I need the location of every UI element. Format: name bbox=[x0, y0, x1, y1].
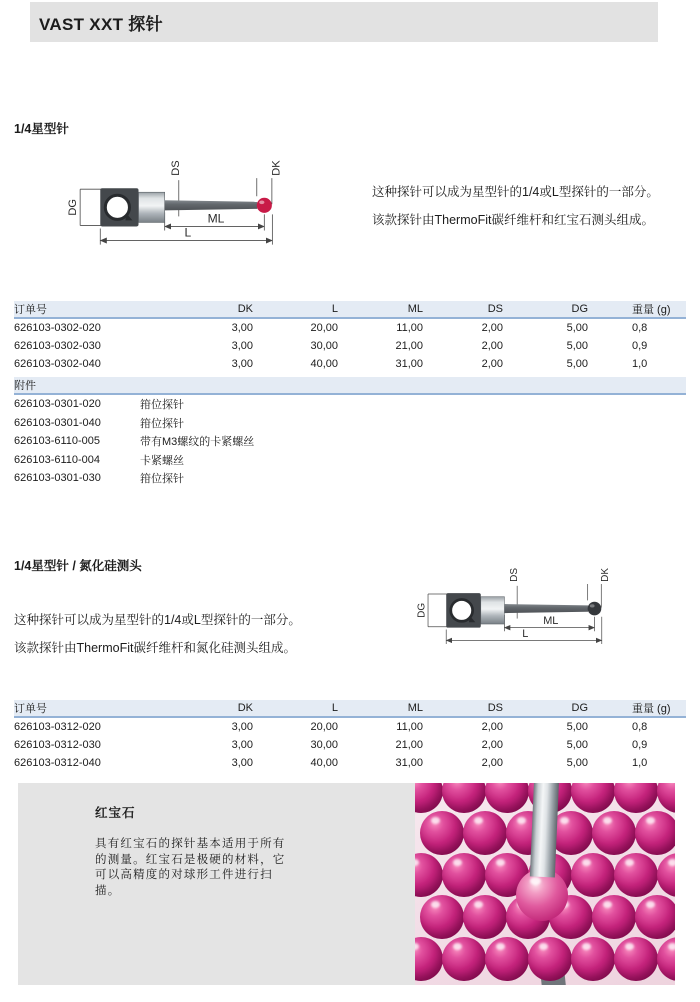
ruby-ball bbox=[657, 853, 675, 897]
ruby-text-line: 具有红宝石的探针基本适用于所有 bbox=[95, 838, 286, 850]
table-cell: 626103-0302-030 bbox=[14, 340, 101, 352]
ruby-ball bbox=[442, 783, 486, 813]
table-cell: 40,00 bbox=[310, 757, 338, 769]
table-cell: 2,00 bbox=[481, 322, 503, 334]
column-header: DK bbox=[237, 702, 253, 714]
ruby-ball bbox=[463, 811, 507, 855]
table-cell: 30,00 bbox=[310, 340, 338, 352]
ruby-text-line: 的测量。红宝石是极硬的材料，它 bbox=[95, 853, 286, 866]
table-row bbox=[14, 754, 686, 772]
ds-label: DS bbox=[509, 567, 521, 582]
accessory-code: 626103-6110-005 bbox=[14, 435, 101, 448]
ring-hole bbox=[105, 195, 129, 219]
column-header: DS bbox=[487, 702, 503, 714]
table-cell: 626103-0312-020 bbox=[14, 721, 101, 733]
ruby-ball bbox=[442, 937, 486, 981]
accessory-row bbox=[14, 451, 686, 470]
ml-label: ML bbox=[207, 211, 225, 226]
ruby-ball bbox=[420, 895, 464, 939]
l-label: L bbox=[522, 627, 529, 640]
ball-highlight bbox=[590, 604, 595, 607]
description-line: 该款探针由ThermoFit碳纤维杆和氮化硅测头组成。 bbox=[14, 641, 296, 655]
ruby-ball bbox=[420, 811, 464, 855]
table-cell: 2,00 bbox=[481, 757, 503, 769]
table-cell: 626103-0302-020 bbox=[14, 322, 101, 334]
table-cell: 5,00 bbox=[566, 322, 588, 334]
table-cell: 21,00 bbox=[395, 340, 423, 352]
description-line: 该款探针由ThermoFit碳纤维杆和红宝石测头组成。 bbox=[372, 213, 654, 227]
table-cell: 0,9 bbox=[632, 739, 648, 751]
ruby-balls-photo bbox=[415, 783, 675, 985]
table-cell: 3,00 bbox=[231, 340, 253, 352]
carbon-shaft bbox=[504, 604, 588, 613]
ruby-ball bbox=[635, 895, 675, 939]
table-cell: 626103-0312-040 bbox=[14, 757, 101, 769]
accessory-name: 箝位探针 bbox=[140, 473, 184, 486]
stylus-diagram-ruby bbox=[58, 156, 370, 257]
ruby-ball bbox=[415, 853, 443, 897]
table-cell: 2,00 bbox=[481, 340, 503, 352]
table-cell: 1,0 bbox=[632, 358, 648, 370]
table-cell: 3,00 bbox=[231, 757, 253, 769]
dk-label: DK bbox=[600, 567, 612, 582]
ball-highlight bbox=[259, 200, 264, 204]
ruby-text-line: 描。 bbox=[95, 884, 121, 897]
accessory-row bbox=[14, 469, 686, 488]
stylus-diagram-nitride bbox=[408, 564, 690, 655]
table-cell: 11,00 bbox=[396, 322, 423, 334]
accessory-code: 626103-0301-030 bbox=[14, 472, 101, 485]
dg-label: DG bbox=[67, 199, 80, 216]
table-cell: 30,00 bbox=[310, 739, 338, 751]
table-cell: 2,00 bbox=[481, 358, 503, 370]
table-cell: 0,8 bbox=[632, 721, 648, 733]
ruby-ball bbox=[592, 811, 636, 855]
table-row bbox=[14, 355, 686, 373]
table-cell: 11,00 bbox=[396, 721, 423, 733]
accessory-row bbox=[14, 432, 686, 451]
accessory-name: 带有M3螺纹的卡紧螺丝 bbox=[140, 436, 255, 449]
ring-hole bbox=[451, 599, 473, 621]
l-label: L bbox=[184, 225, 192, 240]
table-row bbox=[14, 337, 686, 355]
table-cell: 31,00 bbox=[395, 358, 423, 370]
photo-stylus-shaft bbox=[530, 783, 559, 877]
table-cell: 3,00 bbox=[231, 739, 253, 751]
section2-title: 1/4星型针 / 氮化硅测头 bbox=[14, 559, 142, 573]
table-cell: 31,00 bbox=[395, 757, 423, 769]
ruby-box-text bbox=[95, 837, 325, 899]
table-cell: 626103-0312-030 bbox=[14, 739, 101, 751]
section1-title: 1/4星型针 bbox=[14, 122, 69, 136]
table-cell: 5,00 bbox=[566, 721, 588, 733]
ruby-ball bbox=[571, 937, 615, 981]
accessories-header-band bbox=[14, 377, 686, 395]
accessory-name: 卡紧螺丝 bbox=[140, 454, 184, 467]
accessory-code: 626103-0301-020 bbox=[14, 398, 101, 411]
description-line: 这种探针可以成为星型针的1/4或L型探针的一部分。 bbox=[14, 613, 301, 627]
ruby-ball bbox=[463, 895, 507, 939]
description-line: 这种探针可以成为星型针的1/4或L型探针的一部分。 bbox=[372, 185, 659, 199]
column-header: 重量 (g) bbox=[632, 304, 671, 316]
table-cell: 3,00 bbox=[231, 322, 253, 334]
column-header: DG bbox=[571, 702, 588, 714]
page-header-bar bbox=[30, 2, 658, 42]
ruby-ball bbox=[657, 937, 675, 981]
section2-description bbox=[14, 606, 374, 662]
table-cell: 5,00 bbox=[566, 739, 588, 751]
accessory-row bbox=[14, 414, 686, 433]
table-cell: 3,00 bbox=[231, 721, 253, 733]
styli-table-ruby bbox=[14, 301, 686, 373]
column-header: DS bbox=[487, 303, 503, 315]
ruby-ball bbox=[415, 937, 443, 981]
table-cell: 626103-0302-040 bbox=[14, 358, 101, 370]
table-cell: 0,9 bbox=[632, 340, 648, 352]
styli-table-nitride bbox=[14, 700, 686, 772]
table-header-row bbox=[14, 700, 686, 718]
accessory-name: 箝位探针 bbox=[140, 399, 184, 412]
ruby-ball bbox=[485, 937, 529, 981]
column-header: DK bbox=[237, 303, 253, 315]
table-cell: 5,00 bbox=[566, 358, 588, 370]
section1-description bbox=[372, 178, 692, 234]
table-cell: 40,00 bbox=[310, 358, 338, 370]
table-row bbox=[14, 718, 686, 736]
table-cell: 21,00 bbox=[395, 739, 423, 751]
table-header-row bbox=[14, 301, 686, 319]
metal-collar bbox=[139, 192, 165, 222]
table-cell: 5,00 bbox=[566, 757, 588, 769]
accessory-code: 626103-6110-004 bbox=[14, 453, 101, 466]
dg-label: DG bbox=[416, 602, 428, 618]
nitride-ball-tip bbox=[588, 602, 602, 616]
ruby-info-box bbox=[18, 783, 675, 985]
ruby-ball bbox=[442, 853, 486, 897]
column-header: ML bbox=[407, 303, 423, 315]
accessory-row bbox=[14, 395, 686, 414]
table-cell: 3,00 bbox=[231, 358, 253, 370]
column-header: 订单号 bbox=[14, 703, 47, 715]
table-cell: 20,00 bbox=[310, 322, 338, 334]
table-cell: 1,0 bbox=[632, 757, 648, 769]
column-header: DG bbox=[571, 303, 588, 315]
ruby-ball bbox=[592, 895, 636, 939]
table-cell: 0,8 bbox=[632, 322, 648, 334]
ruby-ball bbox=[528, 937, 572, 981]
page-title: VAST XXT 探针 bbox=[39, 14, 163, 34]
accessories-list bbox=[14, 395, 686, 488]
metal-collar bbox=[481, 597, 505, 624]
ruby-text-line: 可以高精度的对球形工件进行扫 bbox=[95, 869, 273, 881]
table-cell: 2,00 bbox=[481, 721, 503, 733]
ruby-ball bbox=[571, 783, 615, 813]
column-header: 订单号 bbox=[14, 304, 47, 316]
column-header: L bbox=[331, 702, 338, 714]
ruby-ball bbox=[614, 783, 658, 813]
ruby-box-title: 红宝石 bbox=[95, 806, 136, 820]
column-header: ML bbox=[407, 702, 423, 714]
ruby-ball bbox=[415, 783, 443, 813]
table-cell: 5,00 bbox=[566, 340, 588, 352]
ruby-ball-tip bbox=[257, 198, 272, 213]
table-cell: 20,00 bbox=[310, 721, 338, 733]
ruby-ball bbox=[657, 783, 675, 813]
ruby-ball bbox=[635, 811, 675, 855]
ruby-ball bbox=[614, 937, 658, 981]
ml-label: ML bbox=[543, 615, 559, 628]
table-row bbox=[14, 319, 686, 337]
ruby-ball bbox=[485, 783, 529, 813]
ruby-ball bbox=[614, 853, 658, 897]
accessory-code: 626103-0301-040 bbox=[14, 416, 101, 429]
column-header: L bbox=[331, 303, 338, 315]
dk-label: DK bbox=[270, 160, 283, 176]
ds-label: DS bbox=[169, 160, 182, 176]
table-cell: 2,00 bbox=[481, 739, 503, 751]
accessory-name: 箝位探针 bbox=[140, 417, 184, 430]
table-row bbox=[14, 736, 686, 754]
ruby-ball bbox=[571, 853, 615, 897]
accessories-title: 附件 bbox=[14, 380, 36, 392]
column-header: 重量 (g) bbox=[632, 703, 671, 715]
carbon-shaft bbox=[165, 200, 258, 210]
